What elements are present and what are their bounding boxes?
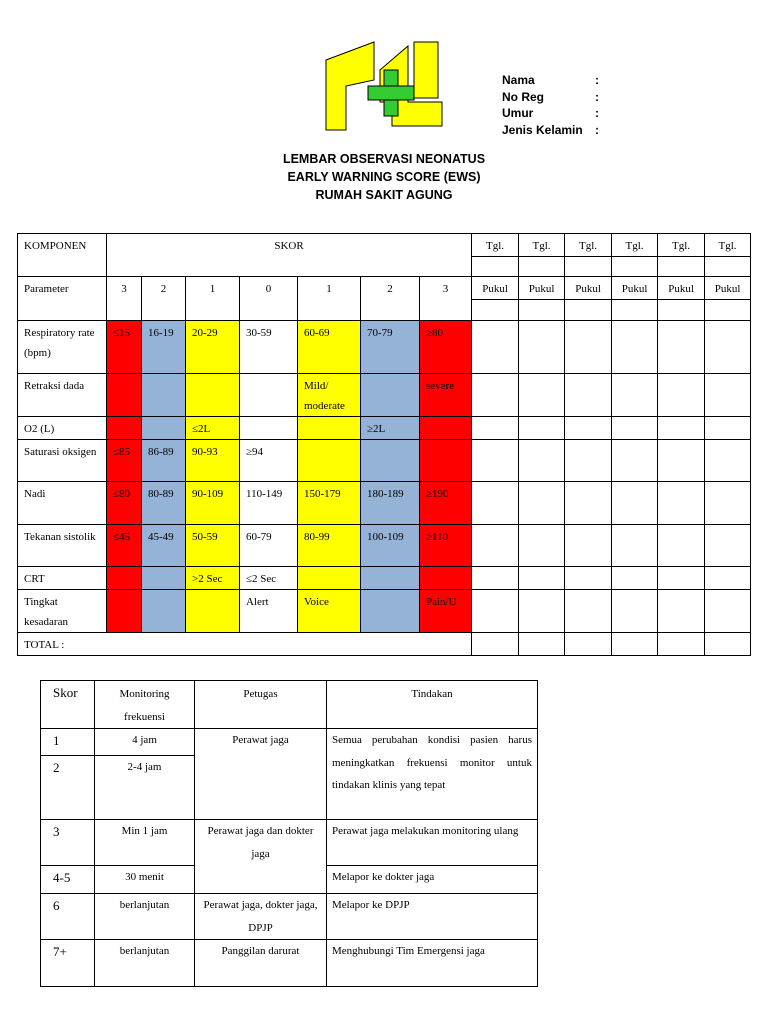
obs-cell[interactable] (612, 417, 658, 440)
parameter-name: Respiratory rate (bpm) (18, 321, 107, 374)
score-range-cell: ≥94 (240, 440, 298, 482)
obs-cell[interactable] (519, 440, 565, 482)
score-range-cell: 70-79 (361, 321, 420, 374)
score-range-cell (361, 440, 420, 482)
ews-row (18, 525, 751, 567)
obs-cell[interactable] (658, 440, 705, 482)
score-range-cell: ≤2 Sec (240, 567, 298, 590)
obs-cell[interactable] (565, 417, 612, 440)
obs-cell[interactable] (612, 633, 658, 656)
parameter-row (18, 277, 751, 300)
date-cell[interactable] (658, 257, 705, 277)
obs-cell[interactable] (519, 374, 565, 417)
score-header: 3 (107, 277, 142, 321)
score-range-cell: 20-29 (186, 321, 240, 374)
score-range-cell: 86-89 (142, 440, 186, 482)
score-range-cell (420, 440, 472, 482)
pukul-header: Pukul (612, 277, 658, 300)
score-range-cell (361, 567, 420, 590)
patient-field-name: Nama : (502, 73, 599, 87)
score-range-cell: ≥190 (420, 482, 472, 525)
score-range-cell: Mild/ moderate (298, 374, 361, 417)
time-cell[interactable] (658, 300, 705, 321)
score-range-cell (107, 590, 142, 633)
total-label: TOTAL : (18, 633, 472, 656)
score-range-cell (298, 440, 361, 482)
obs-cell[interactable] (472, 482, 519, 525)
ews-table (17, 233, 751, 656)
obs-cell[interactable] (565, 633, 612, 656)
score-range-cell: 50-59 (186, 525, 240, 567)
obs-cell[interactable] (705, 633, 751, 656)
obs-cell[interactable] (612, 374, 658, 417)
score-range-cell: 60-79 (240, 525, 298, 567)
patient-info (502, 72, 599, 138)
obs-cell[interactable] (519, 321, 565, 374)
action-row: 4-5 30 menit Melapor ke dokter jaga (41, 866, 538, 894)
petugas-col-header: Petugas (195, 681, 327, 729)
obs-cell[interactable] (705, 482, 751, 525)
tgl-header: Tgl. (519, 234, 565, 257)
score-range-cell: ≥80 (420, 321, 472, 374)
obs-cell[interactable] (705, 567, 751, 590)
score-range-cell: Alert (240, 590, 298, 633)
score-range-cell: 90-93 (186, 440, 240, 482)
tgl-header: Tgl. (705, 234, 751, 257)
score-range-cell (186, 590, 240, 633)
patient-field-reg: No Reg : (502, 89, 599, 104)
parameter-name: Nadi (18, 482, 107, 525)
score-range-cell: 80-89 (142, 482, 186, 525)
parameter-name: Retraksi dada (18, 374, 107, 417)
score-range-cell (240, 374, 298, 417)
tindakan-cell: Melapor ke dokter jaga (327, 866, 538, 894)
time-cell[interactable] (705, 300, 751, 321)
score-range-cell (107, 417, 142, 440)
score-range-cell (107, 567, 142, 590)
obs-cell[interactable] (658, 633, 705, 656)
obs-cell[interactable] (658, 590, 705, 633)
obs-cell[interactable] (472, 525, 519, 567)
obs-cell[interactable] (612, 440, 658, 482)
obs-cell[interactable] (658, 525, 705, 567)
obs-cell[interactable] (565, 567, 612, 590)
parameter-name: Tingkat kesadaran (18, 590, 107, 633)
hospital-logo (322, 40, 450, 132)
pukul-header: Pukul (705, 277, 751, 300)
score-header: 3 (420, 277, 472, 321)
obs-cell[interactable] (612, 321, 658, 374)
parameter-name: Saturasi oksigen (18, 440, 107, 482)
score-range-cell: 100-109 (361, 525, 420, 567)
score-range-cell: Pain/U (420, 590, 472, 633)
score-range-cell: ≤80 (107, 482, 142, 525)
monitoring-col-header: Monitoring frekuensi (95, 681, 195, 729)
date-cell[interactable] (705, 257, 751, 277)
obs-cell[interactable] (612, 567, 658, 590)
tgl-header: Tgl. (472, 234, 519, 257)
ews-row (18, 417, 751, 440)
obs-cell[interactable] (705, 440, 751, 482)
obs-cell[interactable] (472, 633, 519, 656)
tindakan-cell: Menghubungi Tim Emergensi jaga (327, 940, 538, 987)
patient-field-gender: Jenis Kelamin : (502, 122, 599, 137)
obs-cell[interactable] (612, 525, 658, 567)
obs-cell[interactable] (565, 321, 612, 374)
obs-cell[interactable] (612, 590, 658, 633)
score-range-cell: 45-49 (142, 525, 186, 567)
obs-cell[interactable] (519, 525, 565, 567)
score-range-cell: 30-59 (240, 321, 298, 374)
score-range-cell (142, 417, 186, 440)
tindakan-col-header: Tindakan (327, 681, 538, 729)
pukul-header: Pukul (658, 277, 705, 300)
score-range-cell: severe (420, 374, 472, 417)
obs-cell[interactable] (519, 590, 565, 633)
score-range-cell: ≤2L (186, 417, 240, 440)
obs-cell[interactable] (658, 417, 705, 440)
obs-cell[interactable] (658, 567, 705, 590)
time-cell[interactable] (565, 300, 612, 321)
action-row: 3 Min 1 jam Perawat jaga dan dokter jaga Perawat jaga melakukan monitoring ulang (41, 820, 538, 866)
ews-header-row (18, 234, 751, 257)
tindakan-cell: Perawat jaga melakukan monitoring ulang (327, 820, 538, 866)
score-range-cell (298, 567, 361, 590)
logo-yellow-shape-1 (326, 42, 374, 130)
score-header: 1 (298, 277, 361, 321)
score-range-cell: 110-149 (240, 482, 298, 525)
score-range-cell (142, 590, 186, 633)
tgl-header: Tgl. (612, 234, 658, 257)
obs-cell[interactable] (565, 374, 612, 417)
komponen-header: KOMPONEN (18, 234, 107, 277)
ews-row (18, 590, 751, 633)
parameter-name: Tekanan sistolik (18, 525, 107, 567)
score-range-cell: >2 Sec (186, 567, 240, 590)
action-row: 6 berlanjutan Perawat jaga, dokter jaga, DPJP Melapor ke DPJP (41, 894, 538, 940)
ews-row (18, 440, 751, 482)
obs-cell[interactable] (705, 417, 751, 440)
obs-cell[interactable] (658, 321, 705, 374)
action-header-row (41, 681, 538, 729)
obs-cell[interactable] (565, 525, 612, 567)
total-row (18, 633, 751, 656)
date-cell[interactable] (519, 257, 565, 277)
petugas-cell: Perawat jaga dan dokter jaga (195, 820, 327, 894)
score-range-cell: ≤15 (107, 321, 142, 374)
parameter-label: Parameter (18, 277, 107, 321)
score-header: 2 (361, 277, 420, 321)
obs-cell[interactable] (519, 417, 565, 440)
action-row: 7+ berlanjutan Panggilan darurat Menghubungi Tim Emergensi jaga (41, 940, 538, 987)
obs-cell[interactable] (705, 374, 751, 417)
time-cell[interactable] (612, 300, 658, 321)
score-range-cell: 16-19 (142, 321, 186, 374)
score-range-cell: 150-179 (298, 482, 361, 525)
score-range-cell: ≥110 (420, 525, 472, 567)
score-range-cell: Voice (298, 590, 361, 633)
score-header: 0 (240, 277, 298, 321)
patient-field-age: Umur : (502, 106, 599, 120)
obs-cell[interactable] (705, 590, 751, 633)
parameter-name: O2 (L) (18, 417, 107, 440)
score-range-cell: 90-109 (186, 482, 240, 525)
document-title: LEMBAR OBSERVASI NEONATUS EARLY WARNING SCORE (EWS) RUMAH SAKIT AGUNG (282, 152, 486, 202)
score-range-cell (361, 590, 420, 633)
petugas-cell: Perawat jaga (195, 729, 327, 820)
skor-col-header: Skor (41, 681, 95, 729)
tindakan-cell: Semua perubahan kondisi pasien harus meningkatkan frekuensi monitor untuk tindakan klinis yang tepat (327, 729, 538, 820)
date-cell[interactable] (565, 257, 612, 277)
obs-cell[interactable] (472, 417, 519, 440)
score-range-cell (142, 374, 186, 417)
score-range-cell: 60-69 (298, 321, 361, 374)
ews-row (18, 482, 751, 525)
time-cell[interactable] (519, 300, 565, 321)
obs-cell[interactable] (658, 482, 705, 525)
score-range-cell (420, 417, 472, 440)
action-table (40, 680, 538, 987)
action-row: 2 2-4 jam (41, 756, 538, 820)
tindakan-cell: Melapor ke DPJP (327, 894, 538, 940)
pukul-header: Pukul (519, 277, 565, 300)
petugas-cell: Panggilan darurat (195, 940, 327, 987)
ews-row (18, 567, 751, 590)
obs-cell[interactable] (472, 321, 519, 374)
action-row: 1 4 jam Perawat jaga Semua perubahan kondisi pasien harus meningkatkan frekuensi monitor untuk tindakan klinis yang tepat (41, 729, 538, 756)
score-header: 1 (186, 277, 240, 321)
obs-cell[interactable] (519, 567, 565, 590)
obs-cell[interactable] (472, 590, 519, 633)
tgl-header: Tgl. (658, 234, 705, 257)
obs-cell[interactable] (705, 321, 751, 374)
date-cell[interactable] (612, 257, 658, 277)
score-range-cell: ≤85 (107, 440, 142, 482)
obs-cell[interactable] (565, 440, 612, 482)
score-range-cell (361, 374, 420, 417)
logo-yellow-shape-3 (414, 42, 438, 98)
obs-cell[interactable] (658, 374, 705, 417)
obs-cell[interactable] (472, 374, 519, 417)
score-header: 2 (142, 277, 186, 321)
obs-cell[interactable] (612, 482, 658, 525)
score-range-cell: ≥2L (361, 417, 420, 440)
score-range-cell (107, 374, 142, 417)
obs-cell[interactable] (519, 633, 565, 656)
obs-cell[interactable] (705, 525, 751, 567)
pukul-header: Pukul (472, 277, 519, 300)
tgl-header: Tgl. (565, 234, 612, 257)
obs-cell[interactable] (565, 590, 612, 633)
score-range-cell (420, 567, 472, 590)
ews-row (18, 321, 751, 374)
score-range-cell: 180-189 (361, 482, 420, 525)
time-cell[interactable] (472, 300, 519, 321)
score-range-cell (186, 374, 240, 417)
score-range-cell: 80-99 (298, 525, 361, 567)
ews-row (18, 374, 751, 417)
obs-cell[interactable] (472, 567, 519, 590)
pukul-header: Pukul (565, 277, 612, 300)
obs-cell[interactable] (472, 440, 519, 482)
petugas-cell: Perawat jaga, dokter jaga, DPJP (195, 894, 327, 940)
score-range-cell (142, 567, 186, 590)
score-range-cell (298, 417, 361, 440)
obs-cell[interactable] (519, 482, 565, 525)
obs-cell[interactable] (565, 482, 612, 525)
score-range-cell (240, 417, 298, 440)
date-cell[interactable] (472, 257, 519, 277)
parameter-name: CRT (18, 567, 107, 590)
score-range-cell: ≤45 (107, 525, 142, 567)
skor-header: SKOR (107, 234, 472, 277)
